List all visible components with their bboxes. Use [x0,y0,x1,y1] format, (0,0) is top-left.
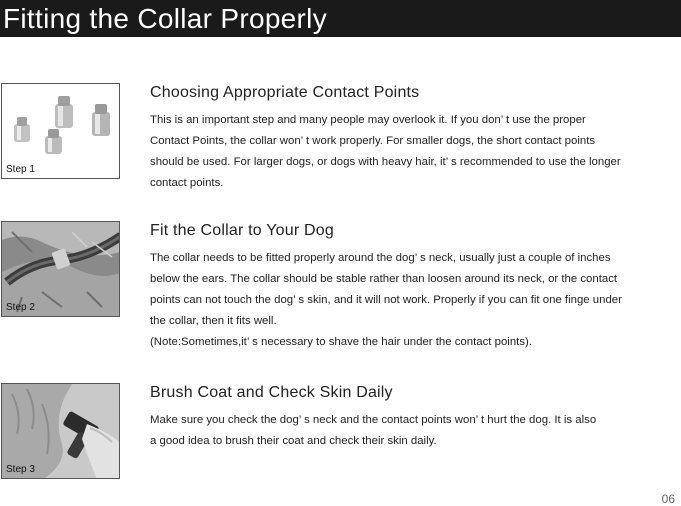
section-body [150,248,681,353]
body-line: should be used. For larger dogs, or dogs with heavy hair, it’ s recommended to use the longer [150,156,621,168]
body-line: Make sure you check the dog’ s neck and the contact points won’ t hurt the dog. It is also [150,414,597,426]
step-3-image [1,383,120,479]
page-title: Fitting the Collar Properly [3,3,328,34]
body-line: Contact Points, the collar won’ t work properly. For smaller dogs, the short contact points [150,135,596,147]
section-heading: Fit the Collar to Your Dog [150,222,334,239]
body-line: (Note:Sometimes,it’ s necessary to shave the hair under the contact points). [150,336,532,348]
body-line: points can not touch the dog’ s skin, and it will not work. Properly if you can fit one finge under [150,294,622,306]
body-line: the collar, then it fits well. [150,315,277,327]
body-line: a good idea to brush their coat and check their skin daily. [150,435,437,447]
section-heading: Choosing Appropriate Contact Points [150,84,420,101]
section-body [150,110,681,194]
page-number: 06 [661,492,675,506]
step-label: Step 3 [6,464,35,475]
step-label: Step 2 [6,302,35,313]
step-label: Step 1 [6,164,35,175]
title-bar [0,0,681,37]
body-line: below the ears. The collar should be stable rather than loosen around its neck, or the contact [150,273,618,285]
body-line: The collar needs to be fitted properly around the dog’ s neck, usually just a couple of inches [150,252,611,264]
body-line: contact points. [150,177,224,189]
step-1-image [1,83,120,179]
section-heading: Brush Coat and Check Skin Daily [150,384,393,401]
body-line: This is an important step and many people may overlook it. If you don’ t use the proper [150,114,586,126]
section-body [150,410,681,452]
step-2-image [1,221,120,317]
